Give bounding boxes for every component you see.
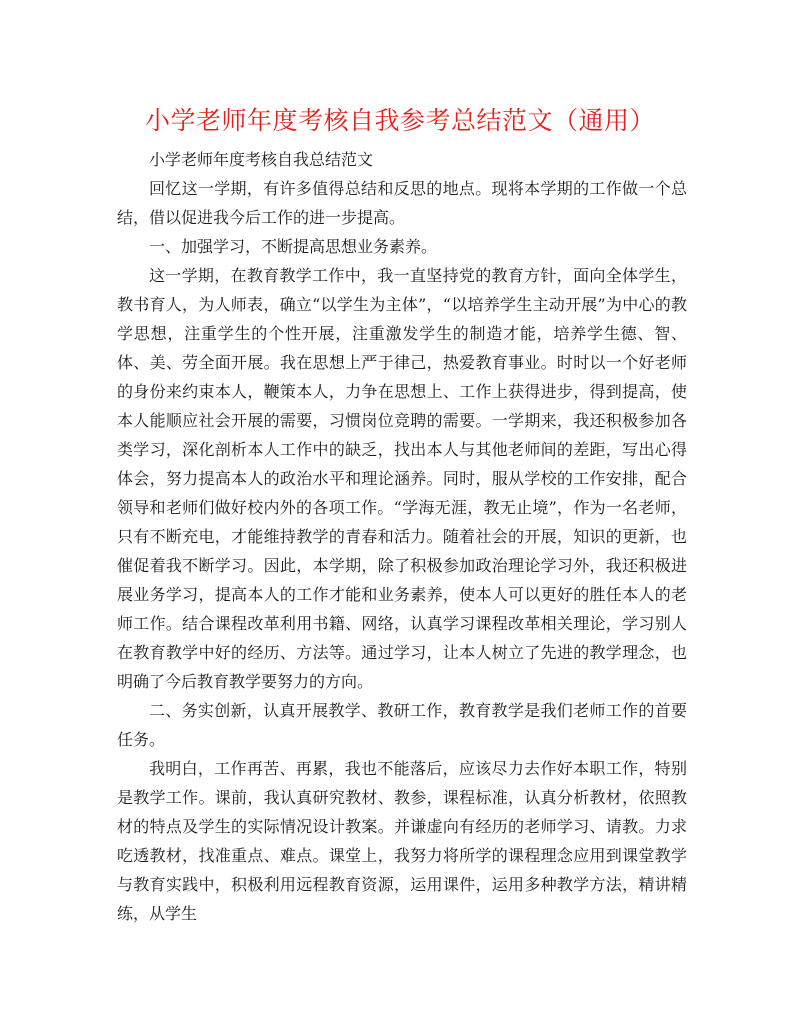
subtitle-paragraph: 小学老师年度考核自我总结范文 [149,150,374,169]
intro-paragraph: 回忆这一学期，有许多值得总结和反思的地点。现将本学期的工作做一个总结，借以促进我今后工作的进一步提高。 [117,179,687,227]
section-heading-1: 一、加强学习，不断提高思想业务素养。 [149,237,438,256]
body-paragraph: 我明白，工作再苦、再累，我也不能落后，应该尽力去作好本职工作，特别是教学工作。课前，我认真研究教材、教参，课程标准，认真分析教材，依照教材的特点及学生的实际情况设计教案。并谦虚向有经历的老师学习、请教。力求吃透教材，找准重点、难点。课堂上，我努力将所学的课程理念应用到课堂教学与教育实践中，积极利用远程教育资源，运用课件，运用多种教学方法，精讲精练，从学生 [117,759,687,923]
section-heading-2: 二、务实创新，认真开展教学、教研工作，教育教学是我们老师工作的首要任务。 [117,701,687,749]
document-title: 小学老师年度考核自我参考总结范文（通用） [144,106,655,135]
body-paragraph: 这一学期，在教育教学工作中，我一直坚持党的教育方针，面向全体学生，教书育人，为人师表，确立“以学生为主体”，“以培养学生主动开展”为中心的教学思想，注重学生的个性开展，注重激发学生的制造才能，培养学生德、智、体、美、劳全面开展。我在思想上严于律己，热爱教育事业。时时以一个好老师的身份来约束本人，鞭策本人，力争在思想上、工作上获得进步，得到提高，使本人能顺应社会开展的需要，习惯岗位竞聘的需要。一学期来，我还积极参加各类学习，深化剖析本人工作中的缺乏，找出本人与其他老师间的差距，写出心得体会，努力提高本人的政治水平和理论涵养。同时，服从学校的工作安排，配合领导和老师们做好校内外的各项工作。“学海无涯，教无止境”，作为一名老师，只有不断充电，才能维持教学的青春和活力。随着社会的开展，知识的更新，也催促着我不断学习。因此，本学期，除了积极参加政治理论学习外，我还积极进展业务学习，提高本人的工作才能和业务素养，使本人可以更好的胜任本人的老师工作。结合课程改革利用书籍、网络，认真学习课程改革相关理论，学习别人在教育教学中好的经历、方法等。通过学习，让本人树立了先进的教学理念，也明确了今后教育教学要努力的方向。 [117,266,687,691]
document-body [117,145,687,928]
